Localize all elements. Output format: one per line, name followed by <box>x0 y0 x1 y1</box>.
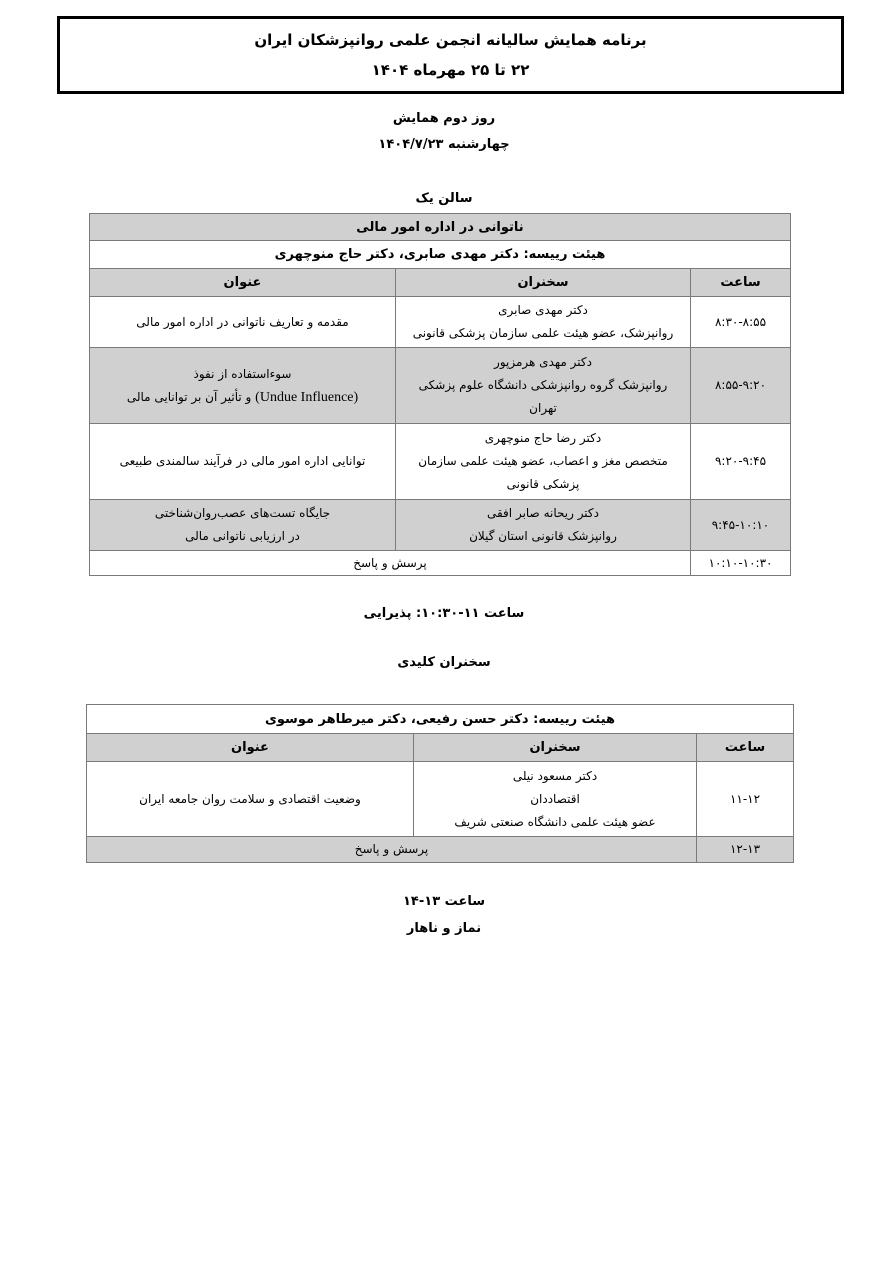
topic-line: در ارزیابی ناتوانی مالی <box>185 529 300 543</box>
speaker-name: دکتر مهدی صابری <box>498 303 588 317</box>
program-title: برنامه همایش سالیانه انجمن علمی روانپزشکان ایران <box>254 31 647 49</box>
keynote-title: سخنران کلیدی <box>397 655 491 670</box>
topic-cell <box>90 500 396 551</box>
qa-label: پرسش و پاسخ <box>90 551 691 576</box>
time-cell: ۹:۲۰-۹:۴۵ <box>691 424 791 500</box>
time-cell: ۱۲-۱۳ <box>697 837 794 863</box>
topic-cell <box>90 348 396 424</box>
speaker-affiliation-cont: تهران <box>529 401 557 415</box>
speaker-cell <box>396 348 691 424</box>
topic-rest: و تأثیر آن بر توانایی مالی <box>126 389 252 404</box>
session-title-row <box>90 214 791 241</box>
column-header-row <box>87 734 794 762</box>
topic-line: سوءاستفاده از نفوذ <box>193 366 292 381</box>
panel-chairs: هیئت رییسه: دکتر مهدی صابری، دکتر حاج منوچهری <box>90 241 791 269</box>
panel-row <box>90 241 791 269</box>
qa-label: پرسش و پاسخ <box>87 837 697 863</box>
col-time: ساعت <box>691 269 791 297</box>
topic-cell: توانایی اداره امور مالی در فرآیند سالمندی طبیعی <box>90 424 396 500</box>
day-date: چهارشنبه ۱۴۰۴/۷/۲۳ <box>378 137 510 152</box>
speaker-affiliation: متخصص مغز و اعصاب، عضو هیئت علمی سازمان <box>418 454 668 468</box>
speaker-name: دکتر مهدی هرمزپور <box>494 355 592 369</box>
qa-row <box>87 837 794 863</box>
topic-line <box>94 386 391 409</box>
session1-table <box>89 213 791 576</box>
col-speaker: سخنران <box>396 269 691 297</box>
speaker-profession: اقتصاددان <box>530 791 580 806</box>
session-title: ناتوانی در اداره امور مالی <box>90 214 791 241</box>
program-header-box <box>57 16 844 94</box>
speaker-affiliation: عضو هیئت علمی دانشگاه صنعتی شریف <box>454 814 656 829</box>
speaker-affiliation-cont: پزشکی قانونی <box>506 477 580 491</box>
time-cell: ۹:۴۵-۱۰:۱۰ <box>691 500 791 551</box>
reception-time: ساعت ۱۱-۱۰:۳۰: پذیرایی <box>363 606 525 621</box>
table-row <box>90 348 791 424</box>
speaker-affiliation: روانپزشک، عضو هیئت علمی سازمان پزشکی قانونی <box>412 326 674 340</box>
day-label: روز دوم همایش <box>392 111 496 126</box>
table-row <box>87 762 794 837</box>
topic-cell: مقدمه و تعاریف ناتوانی در اداره امور مالی <box>90 297 396 348</box>
speaker-cell <box>396 500 691 551</box>
speaker-cell <box>396 424 691 500</box>
hall-title: سالن یک <box>415 191 473 206</box>
topic-line: جایگاه تست‌های عصب‌روان‌شناختی <box>154 506 331 520</box>
column-header-row <box>90 269 791 297</box>
table-row <box>90 424 791 500</box>
col-topic: عنوان <box>87 734 414 762</box>
speaker-name: دکتر مسعود نیلی <box>512 768 598 783</box>
table-row <box>90 500 791 551</box>
qa-row <box>90 551 791 576</box>
col-speaker: سخنران <box>414 734 697 762</box>
time-cell: ۸:۵۵-۹:۲۰ <box>691 348 791 424</box>
topic-latin: (Undue Influence) <box>255 389 359 405</box>
speaker-name: دکتر رضا حاج منوچهری <box>484 431 602 445</box>
speaker-cell <box>396 297 691 348</box>
col-time: ساعت <box>697 734 794 762</box>
lunch-label: نماز و ناهار <box>406 921 482 936</box>
time-cell: ۸:۳۰-۸:۵۵ <box>691 297 791 348</box>
panel-chairs: هیئت رییسه: دکتر حسن رفیعی، دکتر میرطاهر موسوی <box>87 705 794 734</box>
topic-cell: وضعیت اقتصادی و سلامت روان جامعه ایران <box>87 762 414 837</box>
lunch-time: ساعت ۱۳-۱۴ <box>403 894 485 909</box>
speaker-name: دکتر ریحانه صابر افقی <box>486 506 599 520</box>
session2-table <box>86 704 794 863</box>
speaker-affiliation: روانپزشک قانونی استان گیلان <box>469 529 617 543</box>
time-cell: ۱۰:۱۰-۱۰:۳۰ <box>691 551 791 576</box>
table-row <box>90 297 791 348</box>
speaker-cell <box>414 762 697 837</box>
col-topic: عنوان <box>90 269 396 297</box>
panel-row <box>87 705 794 734</box>
time-cell: ۱۱-۱۲ <box>697 762 794 837</box>
speaker-affiliation: روانپزشک گروه روانپزشکی دانشگاه علوم پزشکی <box>418 378 668 392</box>
program-dates: ۲۲ تا ۲۵ مهرماه ۱۴۰۴ <box>371 61 530 79</box>
